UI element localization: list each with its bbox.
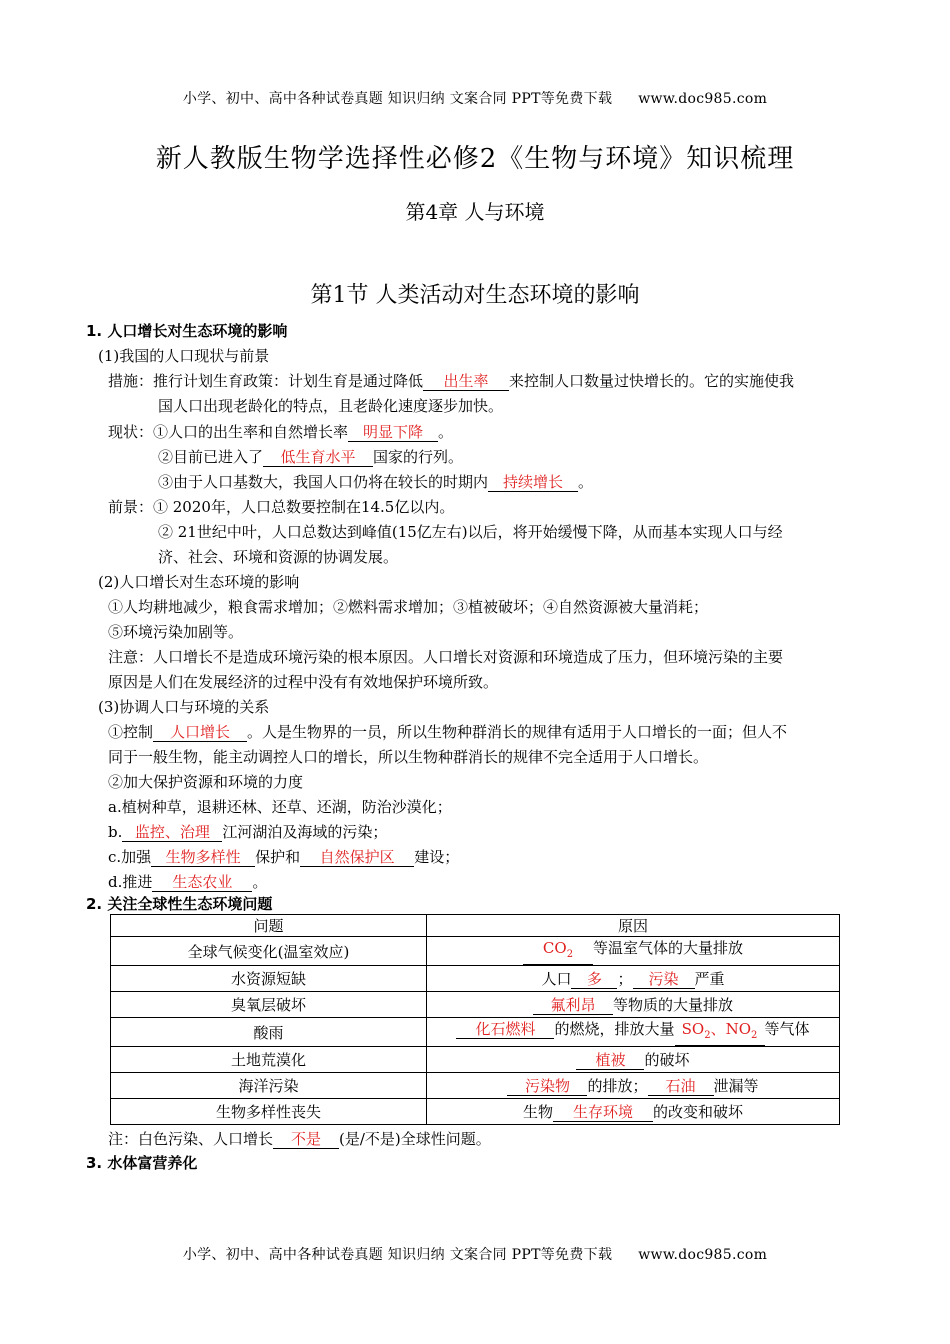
effects-line-2: ⑤环境污染加剧等。 (108, 623, 244, 641)
cause-cell (427, 1018, 840, 1047)
footer-site: www.doc985.com (638, 1247, 768, 1263)
text: 来控制人口数量过快增长的。它的实施使我 (509, 372, 795, 390)
text: 注：白色污染、人口增长 (108, 1130, 274, 1148)
cause-cell (427, 937, 840, 966)
prospect-line-1: 前景：① 2020年，人口总数要控制在14.5亿以内。 (108, 498, 455, 516)
text: 建设； (414, 848, 460, 866)
text: b. (108, 823, 123, 841)
prospect-line-2: ② 21世纪中叶，人口总数达到峰值(15亿左右)以后，将开始缓慢下降，从而基本实现人口与经 (158, 523, 783, 541)
header-site: www.doc985.com (638, 91, 768, 107)
answer-blank: 出生率 (423, 372, 509, 391)
problem-cell: 生物多样性丧失 (111, 1099, 427, 1125)
answer-blank: 多 (571, 970, 617, 989)
answer-blank: 污染物 (507, 1077, 587, 1096)
issues-table (110, 914, 840, 1125)
text: 生物 (522, 1103, 553, 1121)
subscript: 2 (704, 1030, 711, 1041)
answer-blank: 自然保护区 (300, 848, 414, 867)
table-row (111, 1099, 840, 1125)
text: SO (681, 1020, 705, 1038)
text: 等物质的大量排放 (612, 996, 733, 1014)
text: (是/不是)全球性问题。 (339, 1130, 491, 1148)
status-line-1 (108, 421, 453, 443)
status-line-2 (158, 446, 463, 468)
cause-cell (427, 1073, 840, 1099)
answer-blank: 监控、治理 (122, 823, 222, 842)
control-line-1 (108, 721, 787, 743)
problem-cell: 水资源短缺 (111, 966, 427, 992)
text: 等气体 (764, 1020, 810, 1038)
answer-blank: 石油 (648, 1077, 714, 1096)
item-b (108, 821, 387, 843)
text: d.推进 (108, 873, 153, 891)
cause-cell (427, 966, 840, 992)
control-line-2: 同于一般生物，能主动调控人口的增长，所以生物种群消长的规律不完全适用于人口增长。 (108, 748, 709, 766)
table-row (111, 992, 840, 1018)
text: 的燃烧，排放大量 (554, 1020, 675, 1038)
cause-cell (427, 1099, 840, 1125)
col-cause: 原因 (427, 915, 840, 937)
text: ； (617, 970, 633, 988)
text: 泄漏等 (713, 1077, 759, 1095)
subscript: 2 (566, 949, 574, 960)
note-line-2: 原因是人们在发展经济的过程中没有有效地保护环境所致。 (108, 673, 499, 691)
answer-blank: 植被 (576, 1051, 644, 1070)
page-header (0, 88, 950, 108)
status-line-3 (158, 471, 593, 493)
item-c (108, 846, 459, 868)
text: 。人是生物界的一员，所以生物种群消长的规律有适用于人口增长的一面；但人不 (247, 723, 788, 741)
heading-2: 2. 关注全球性生态环境问题 (86, 895, 273, 913)
answer-blank: 人口增长 (153, 723, 247, 742)
answer-blank: 污染 (633, 970, 695, 989)
table-row (111, 937, 840, 966)
section-title: 第1节 人类活动对生态环境的影响 (310, 283, 640, 308)
chapter-title: 第4章 人与环境 (405, 200, 545, 224)
text: 、NO (710, 1020, 751, 1038)
document-title: 新人教版生物学选择性必修2《生物与环境》知识梳理 (155, 144, 795, 174)
answer-blank: 持续增长 (488, 473, 578, 492)
item-a: a.植树种草，退耕还林、还草、还湖，防治沙漠化； (108, 798, 452, 816)
header-text: 小学、初中、高中各种试卷真题 知识归纳 文案合同 PPT等免费下载 (182, 91, 613, 107)
subheading-1-1: (1)我国的人口现状与前景 (98, 347, 270, 365)
text: ②目前已进入了 (158, 448, 264, 466)
heading-3: 3. 水体富营养化 (86, 1154, 198, 1172)
answer-blank: 低生育水平 (263, 448, 373, 467)
cause-cell (427, 1047, 840, 1073)
text: 措施：推行计划生育政策：计划生育是通过降低 (108, 372, 424, 390)
control-line-3: ②加大保护资源和环境的力度 (108, 773, 304, 791)
text: c.加强 (108, 848, 152, 866)
text: 保护和 (255, 848, 301, 866)
col-problem: 问题 (111, 915, 427, 937)
problem-cell: 海洋污染 (111, 1073, 427, 1099)
page-footer (0, 1244, 950, 1264)
text: 人口 (541, 970, 572, 988)
subscript: 2 (751, 1030, 758, 1041)
answer-blank (523, 939, 593, 965)
footer-text: 小学、初中、高中各种试卷真题 知识归纳 文案合同 PPT等免费下载 (182, 1247, 613, 1263)
problem-cell: 酸雨 (111, 1018, 427, 1047)
table-row (111, 966, 840, 992)
text: 。 (578, 473, 594, 491)
answer-blank (675, 1020, 765, 1046)
table-row (111, 1073, 840, 1099)
measure-line-2: 国人口出现老龄化的特点，且老龄化速度逐步加快。 (158, 397, 504, 415)
text: 的破坏 (644, 1051, 690, 1069)
answer-blank: 氟利昂 (533, 996, 613, 1015)
problem-cell: 全球气候变化(温室效应) (111, 937, 427, 966)
subheading-1-3: (3)协调人口与环境的关系 (98, 698, 270, 716)
effects-line-1: ①人均耕地减少，粮食需求增加；②燃料需求增加；③植被破坏；④自然资源被大量消耗； (108, 598, 709, 616)
heading-1: 1. 人口增长对生态环境的影响 (86, 322, 288, 340)
text: 现状：①人口的出生率和自然增长率 (108, 423, 349, 441)
answer-blank: 不是 (273, 1130, 339, 1149)
answer-blank: 生存环境 (553, 1103, 653, 1122)
text: 严重 (694, 970, 725, 988)
text: 国家的行列。 (373, 448, 464, 466)
answer-blank: 化石燃料 (456, 1020, 554, 1039)
subheading-1-2: (2)人口增长对生态环境的影响 (98, 573, 300, 591)
table-row (111, 1018, 840, 1047)
cause-cell (427, 992, 840, 1018)
item-d (108, 871, 267, 893)
text: 江河湖泊及海域的污染； (222, 823, 388, 841)
answer-blank: 生物多样性 (151, 848, 255, 867)
note-line-1: 注意：人口增长不是造成环境污染的根本原因。人口增长对资源和环境造成了压力，但环境污染的主要 (108, 648, 784, 666)
text: 的改变和破坏 (653, 1103, 744, 1121)
table-note (108, 1128, 491, 1150)
table-row (111, 1047, 840, 1073)
problem-cell: 臭氧层破坏 (111, 992, 427, 1018)
text: 等温室气体的大量排放 (592, 939, 743, 957)
problem-cell: 土地荒漠化 (111, 1047, 427, 1073)
text: CO (542, 939, 567, 957)
text: 的排放； (587, 1077, 648, 1095)
text: ①控制 (108, 723, 154, 741)
answer-blank: 生态农业 (152, 873, 252, 892)
text: 。 (438, 423, 454, 441)
text: ③由于人口基数大，我国人口仍将在较长的时期内 (158, 473, 489, 491)
table-header-row (111, 915, 840, 937)
answer-blank: 明显下降 (348, 423, 438, 442)
prospect-line-3: 济、社会、环境和资源的协调发展。 (158, 548, 399, 566)
measure-line (108, 370, 794, 392)
text: 。 (252, 873, 268, 891)
